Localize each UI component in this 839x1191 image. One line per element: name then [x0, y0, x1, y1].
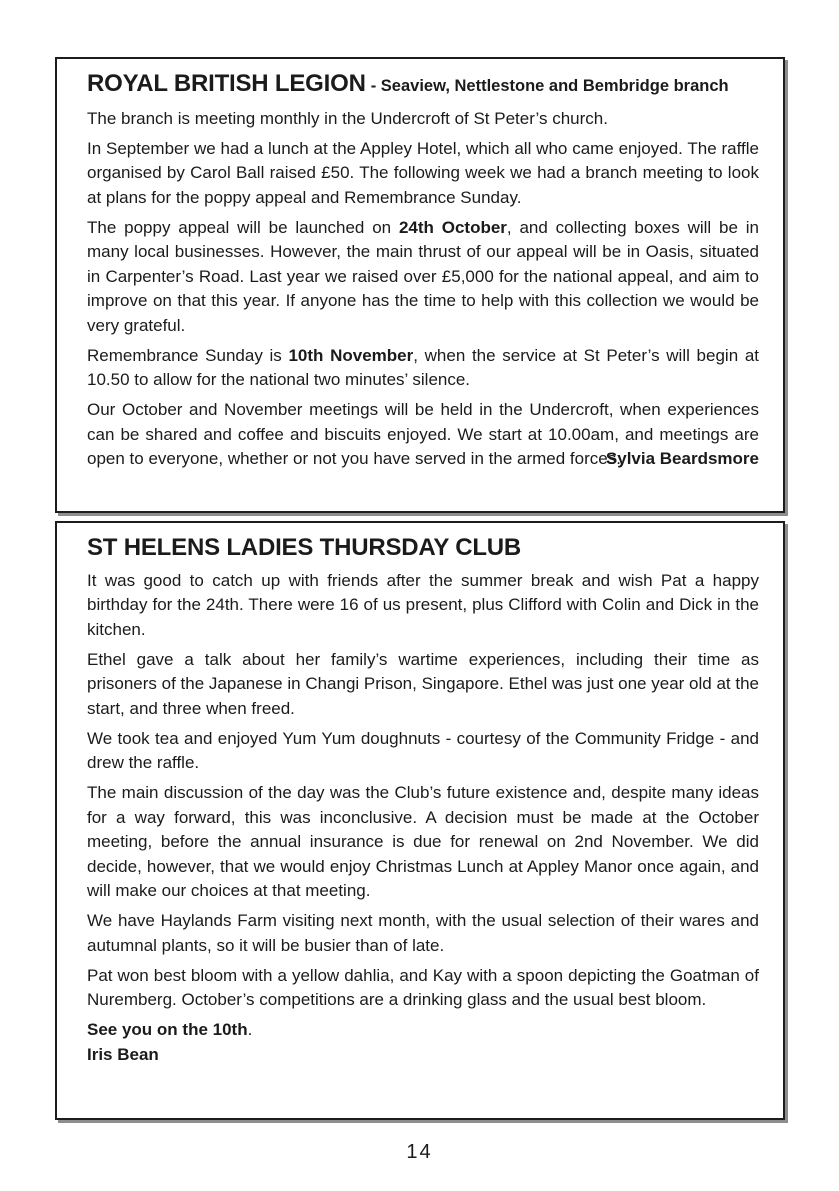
- bold-text-run: Iris Bean: [87, 1044, 159, 1064]
- paragraph: [87, 964, 759, 1013]
- paragraph: [87, 1018, 759, 1043]
- text-run: We took tea and enjoyed Yum Yum doughnuts - courtesy of the Community Fridge - and drew the raffle.: [87, 728, 759, 772]
- article-st-helens-ladies-thursday-club: [55, 521, 785, 1120]
- text-run: The branch is meeting monthly in the Undercroft of St Peter’s church.: [87, 108, 608, 128]
- paragraph: [87, 344, 759, 393]
- text-run: Remembrance Sunday is: [87, 345, 289, 365]
- author-signature: Sylvia Beardsmore: [605, 449, 759, 468]
- article-body: [87, 107, 759, 472]
- bold-text-run: See you on the 10th: [87, 1020, 248, 1039]
- paragraph: [87, 569, 759, 643]
- text-run: It was good to catch up with friends after the summer break and wish Pat a happy birthday for the 24th. There were 16 of us present, plus Clifford with Colin and Dick in the kitchen.: [87, 570, 759, 639]
- text-run: Pat won best bloom with a yellow dahlia, and Kay with a spoon depicting the Goatman of Nuremberg. October’s competitions are a drinking glass and the usual best bloom.: [87, 965, 759, 1009]
- text-run: The main discussion of the day was the Club’s future existence and, despite many ideas for a way forward, this was inconclusive. A decision must be made at the October meeting, before the annual insurance is due for renewal on 2nd November. We did decide, however, that we would enjoy Christmas Lunch at Appley Manor once again, and will make our choices at that meeting.: [87, 783, 759, 900]
- page-number: 14: [406, 1141, 433, 1163]
- article-body: [87, 569, 759, 1068]
- bold-text-run: 24th October: [398, 217, 507, 237]
- bold-text-run: 10th November: [288, 345, 414, 365]
- paragraph: [87, 137, 759, 211]
- article-title: [87, 69, 759, 101]
- paragraph: [87, 107, 759, 132]
- paragraph: [87, 216, 759, 339]
- article-royal-british-legion: [55, 57, 785, 513]
- article-subtitle-text: - Seaview, Nettlestone and Bembridge branch: [370, 77, 729, 95]
- paragraph: [87, 909, 759, 958]
- article-title: [87, 533, 759, 563]
- paragraph: [87, 398, 759, 472]
- article-title-text: ROYAL BRITISH LEGION: [87, 70, 366, 97]
- text-run: Ethel gave a talk about her family’s wartime experiences, including their time as prisoners of the Japanese in Changi Prison, Singapore. Ethel was just one year old at the start, and three when freed.: [87, 649, 759, 718]
- text-run: , and collecting boxes will be in many local businesses. However, the main thrust of our appeal will be in Oasis, situated in Carpenter’s Road. Last year we raised over £5,000 for the national appeal, and aim to improve on that this year. If anyone has the time to help with this collection we would be very grateful.: [87, 217, 759, 335]
- text-run: In September we had a lunch at the Appley Hotel, which all who came enjoyed. The raffle organised by Carol Ball raised £50. The following week we had a branch meeting to look at plans for the poppy appeal and Remembrance Sunday.: [87, 138, 759, 207]
- paragraph: [87, 781, 759, 904]
- paragraph: [87, 1043, 759, 1068]
- text-run: We have Haylands Farm visiting next month, with the usual selection of their wares and autumnal plants, so it will be busier than of late.: [87, 911, 759, 955]
- text-run: .: [247, 1020, 253, 1039]
- text-run: Our October and November meetings will be held in the Undercroft, when experiences can be shared and coffee and biscuits enjoyed. We start at 10.00am, and meetings are open to everyone, whether or not you have served in the armed forces.: [87, 400, 759, 468]
- paragraph: [87, 727, 759, 776]
- text-run: The poppy appeal will be launched on: [87, 217, 399, 237]
- text-run: , when the service at St Peter’s will begin at 10.50 to allow for the national two minutes’ silence.: [87, 345, 759, 389]
- article-title-text: ST HELENS LADIES THURSDAY CLUB: [87, 534, 522, 561]
- paragraph: [87, 648, 759, 722]
